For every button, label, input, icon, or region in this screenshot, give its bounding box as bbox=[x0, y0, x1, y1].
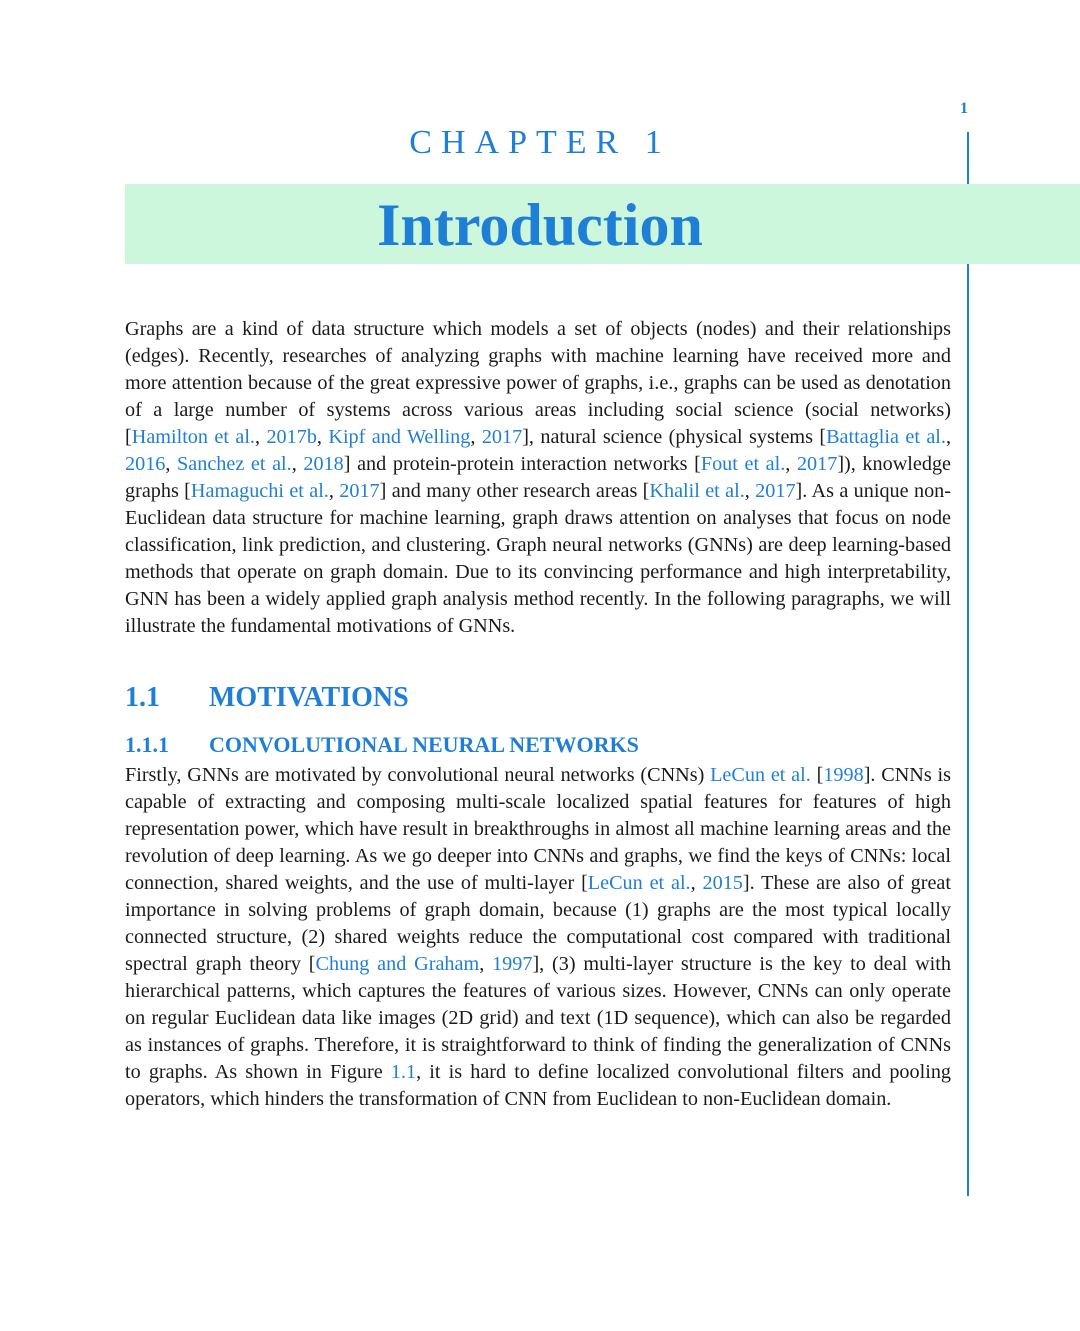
citation-link[interactable]: Sanchez et al. bbox=[177, 453, 292, 475]
citation-link[interactable]: Hamilton et al. bbox=[131, 426, 255, 448]
citation-link[interactable]: 1998 bbox=[823, 764, 864, 786]
section-title: MOTIVATIONS bbox=[209, 682, 409, 713]
citation-link[interactable]: 2017 bbox=[481, 426, 523, 448]
text-run: , it is hard to define localized convolutional filters and pooling operators, which hinders the transformation of CNN from Euclidean to non-Euclidean domain. bbox=[125, 1061, 952, 1110]
citation-link[interactable]: Battaglia et al. bbox=[826, 426, 946, 448]
text-run: ]. These are also of great importance in solving problems of graph domain, because (1) graphs are the most typical locally connected structure, (2) shared weights reduce the computational cost compared with traditional spectral graph theory [ bbox=[125, 872, 951, 975]
text-run: , bbox=[744, 480, 756, 502]
text-run: , bbox=[785, 453, 797, 475]
text-run: ], natural science (physical systems [ bbox=[522, 426, 827, 448]
subsection-heading bbox=[125, 730, 951, 760]
citation-link[interactable]: LeCun et al. bbox=[710, 764, 811, 786]
citation-link[interactable]: 2017 bbox=[339, 480, 380, 502]
citation-link[interactable]: 2016 bbox=[125, 453, 166, 475]
text-run: ]), knowledge graphs [ bbox=[125, 453, 952, 502]
text-run: , bbox=[479, 953, 493, 975]
subsection-title: CONVOLUTIONAL NEURAL NETWORKS bbox=[209, 732, 639, 757]
citation-link[interactable]: 2018 bbox=[303, 453, 344, 475]
margin-rule bbox=[967, 264, 969, 1196]
citation-link[interactable]: LeCun et al. bbox=[587, 872, 691, 894]
text-run: , bbox=[690, 872, 703, 894]
citation-link[interactable]: 2017b bbox=[266, 426, 317, 448]
figure-reference-link[interactable]: 1.1 bbox=[390, 1061, 417, 1083]
cnn-paragraph bbox=[125, 762, 951, 1113]
chapter-title: Introduction bbox=[377, 192, 703, 258]
text-run: ] and many other research areas [ bbox=[379, 480, 650, 502]
citation-link[interactable]: 2017 bbox=[796, 453, 838, 475]
text-run: , bbox=[165, 453, 178, 475]
text-run: ], (3) multi-layer structure is the key to deal with hierarchical patterns, which captures the features of various sizes. However, CNNs can only operate on regular Euclidean data like images (2D grid) and text (1D sequence), which can also be regarded as instances of graphs. Therefore, it is straightforward to think of finding the generalization of CNNs to graphs. As shown in Figure bbox=[125, 953, 951, 1083]
text-run: , bbox=[291, 453, 304, 475]
text-run: ]. CNNs is capable of extracting and composing multi-scale localized spatial features for features of high representation power, which have result in breakthroughs in almost all machine learning areas and the revolution of deep learning. As we go deeper into CNNs and graphs, we find the keys of CNNs: local connection, shared weights, and the use of multi-layer [ bbox=[125, 764, 951, 894]
text-run: , bbox=[470, 426, 482, 448]
section-number: 1.1 bbox=[125, 682, 160, 713]
page-content bbox=[125, 316, 951, 1113]
text-run: ]. As a unique non-Euclidean data structure for machine learning, graph draws attention on analyses that focus on node classification, link prediction, and clustering. Graph neural networks (GNNs) are deep learning-based methods that operate on graph domain. Due to its convincing performance and high interpretability, GNN has been a widely applied graph analysis method recently. In the following paragraphs, we will illustrate the fundamental motivations of GNNs. bbox=[125, 480, 951, 637]
citation-link[interactable]: 1997 bbox=[492, 953, 533, 975]
chapter-label: CHAPTER 1 bbox=[409, 124, 671, 161]
citation-link[interactable]: Fout et al. bbox=[700, 453, 786, 475]
citation-link[interactable]: Hamaguchi et al. bbox=[190, 480, 329, 502]
text-run: , bbox=[945, 426, 952, 448]
subsection-number: 1.1.1 bbox=[125, 732, 169, 757]
citation-link[interactable]: 2015 bbox=[702, 872, 743, 894]
text-run: ] and protein-protein interaction networks [ bbox=[343, 453, 701, 475]
citation-link[interactable]: Chung and Graham bbox=[315, 953, 480, 975]
text-run: , bbox=[254, 426, 267, 448]
citation-link[interactable]: 2017 bbox=[755, 480, 796, 502]
text-run: Graphs are a kind of data structure which models a set of objects (nodes) and their relationships (edges). Recently, researches of analyzing graphs with machine learning have received more and more attention because of the great expressive power of graphs, i.e., graphs can be used as denotation of a large number of systems across various areas including social science (social networks) [ bbox=[125, 318, 951, 448]
citation-link[interactable]: Khalil et al. bbox=[649, 480, 745, 502]
citation-link[interactable]: Kipf and Welling bbox=[328, 426, 471, 448]
text-run: Firstly, GNNs are motivated by convolutional neural networks (CNNs) bbox=[125, 764, 711, 786]
text-run: , bbox=[316, 426, 329, 448]
intro-paragraph bbox=[125, 316, 951, 640]
section-heading bbox=[125, 680, 951, 716]
text-run: , bbox=[328, 480, 340, 502]
page-number: 1 bbox=[960, 100, 968, 117]
text-run: [ bbox=[810, 764, 824, 786]
